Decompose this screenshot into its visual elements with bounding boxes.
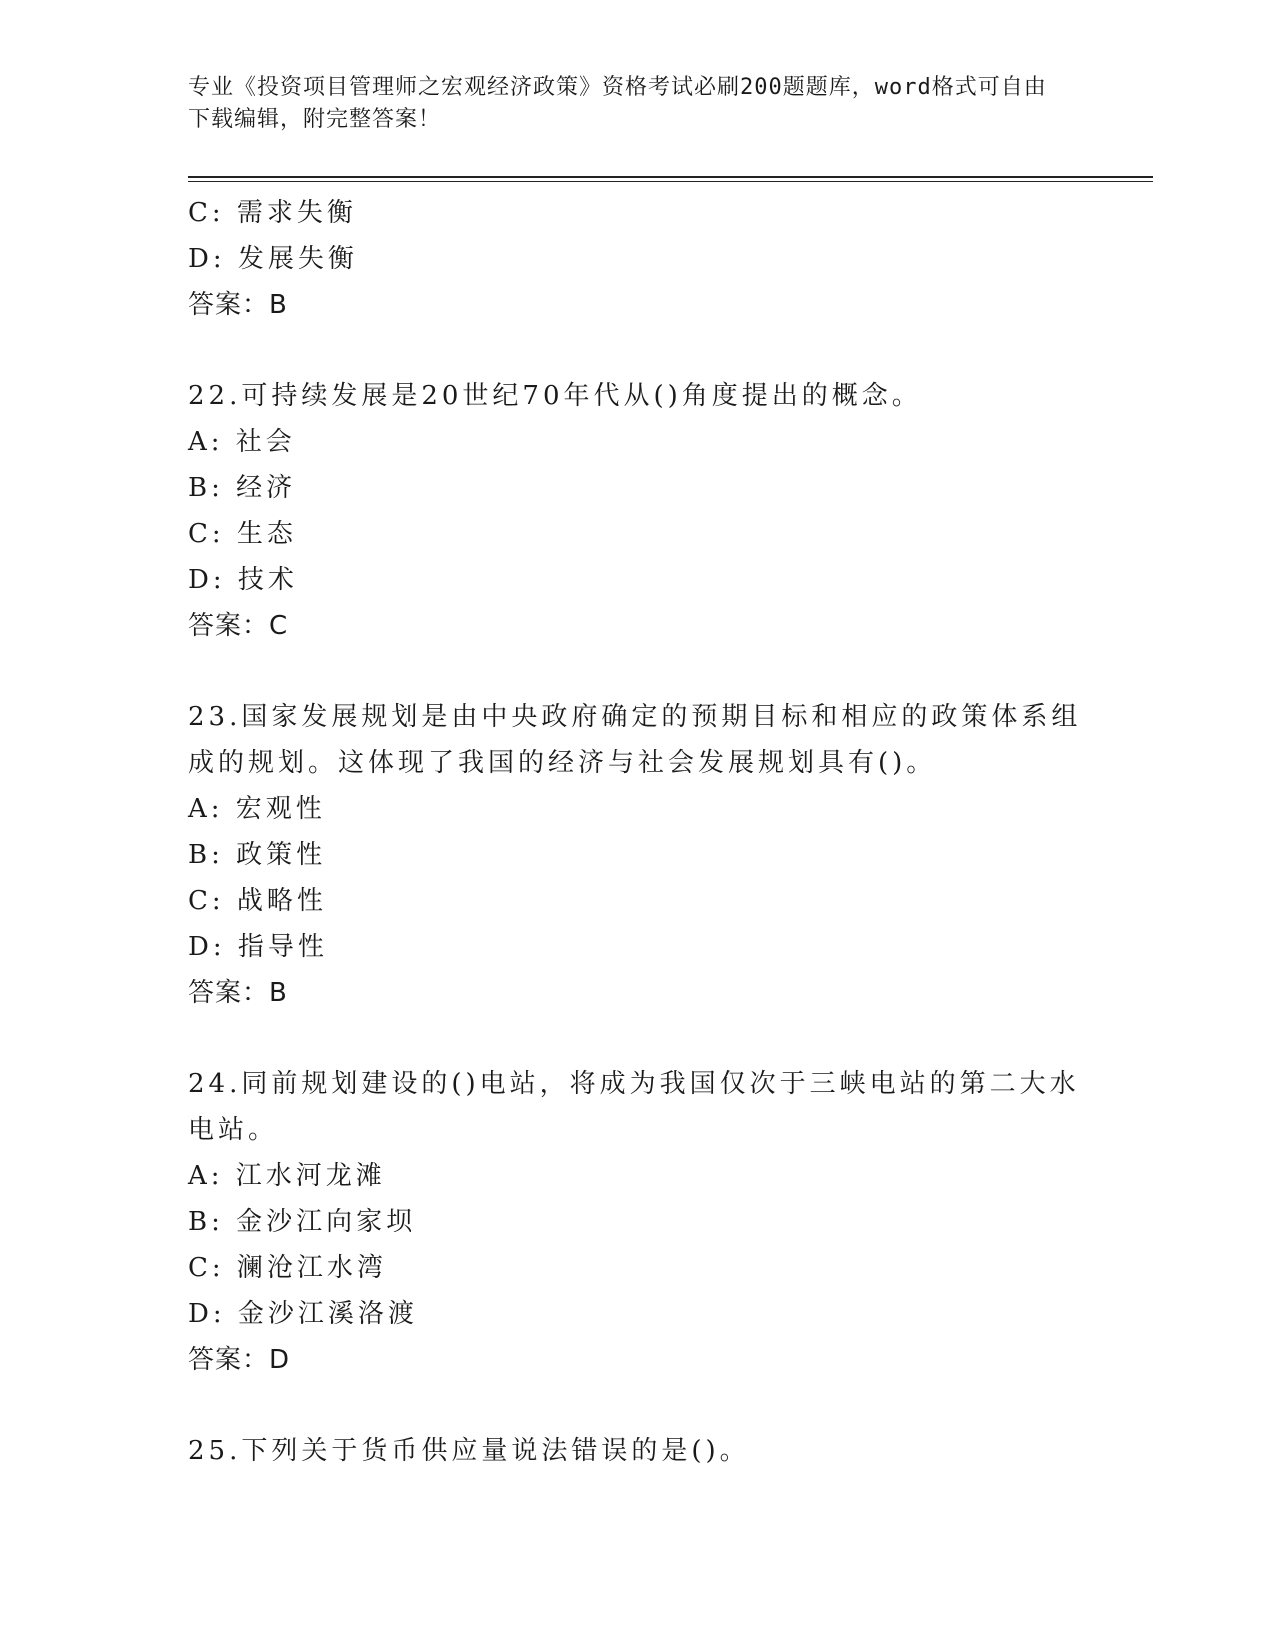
answer: 答案：B: [188, 290, 288, 320]
question-stem: 25.下列关于货币供应量说法错误的是()。: [188, 1436, 750, 1466]
question-25: [188, 1428, 1088, 1474]
question-23: [188, 694, 1088, 1016]
option-d: D: 技术: [188, 565, 298, 595]
option-a: A: 宏观性: [188, 794, 326, 824]
option-b: B: 金沙江向家坝: [188, 1207, 417, 1237]
answer: 答案：B: [188, 978, 288, 1008]
header-divider-thin: [188, 181, 1153, 182]
question-stem: 23.国家发展规划是由中央政府确定的预期目标和相应的政策体系组成的规划。这体现了我国的经济与社会发展规划具有()。: [188, 702, 1082, 778]
document-header: [188, 72, 1068, 136]
question-list: [188, 190, 1088, 1474]
answer: 答案：C: [188, 611, 289, 641]
question-22: [188, 373, 1088, 649]
option-c: C: 生态: [188, 519, 297, 549]
option-d: D: 金沙江溪洛渡: [188, 1299, 418, 1329]
header-divider-thick: [188, 176, 1153, 178]
option-a: A: 社会: [188, 427, 296, 457]
answer: 答案：D: [188, 1345, 291, 1375]
option-c: C: 战略性: [188, 886, 327, 916]
question-21-tail: [188, 190, 1088, 328]
option-b: B: 政策性: [188, 840, 327, 870]
question-stem: 22.可持续发展是20世纪70年代从()角度提出的概念。: [188, 381, 922, 411]
option-a: A: 江水河龙滩: [188, 1161, 386, 1191]
option-c: C: 澜沧江水湾: [188, 1253, 387, 1283]
option-d: D: 发展失衡: [188, 244, 358, 274]
option-d: D: 指导性: [188, 932, 328, 962]
option-b: B: 经济: [188, 473, 297, 503]
option-c: C: 需求失衡: [188, 198, 357, 228]
question-stem: 24.同前规划建设的()电站，将成为我国仅次于三峡电站的第二大水电站。: [188, 1069, 1080, 1145]
question-24: [188, 1061, 1088, 1383]
header-text: 专业《投资项目管理师之宏观经济政策》资格考试必刷200题题库，word格式可自由下载编辑，附完整答案！: [188, 75, 1047, 132]
